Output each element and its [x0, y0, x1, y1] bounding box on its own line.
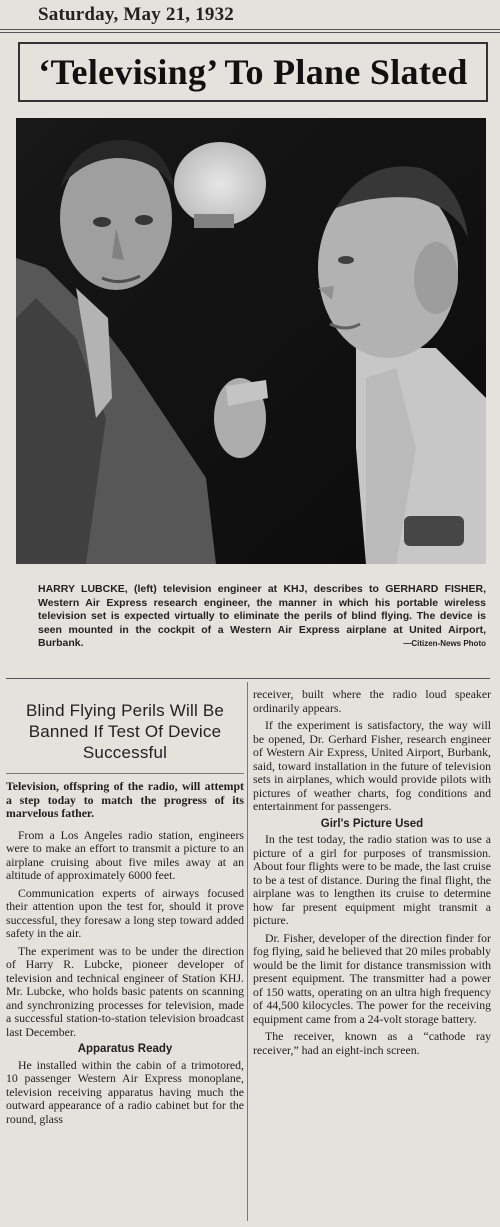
article-paragraph: He installed within the cabin of a trimotored, 10 passenger Western Air Express monoplane, television receiving apparatus having much the outward appearance of a radio cabinet but for the round, glass	[6, 1057, 244, 1126]
article-left-column	[6, 690, 244, 1130]
photo-credit: —Citizen-News Photo	[403, 639, 486, 648]
headline-box	[18, 42, 488, 102]
article-paragraph: The experiment was to be under the direction of Harry R. Lubcke, pioneer developer of television and technical engineer of Station KHJ. Mr. Lubcke, who holds basic patents on scanning and synchronizing processes for television, made a successful station-to-station television broadcast last December.	[6, 943, 244, 1039]
caption-text: HARRY LUBCKE, (left) television engineer at KHJ, describes to GERHARD FISHER, Western Air Express research engineer, the manner in which his portable wireless television set is expected virtually to eliminate the perils of blind flying. The device is seen mounted in the cockpit of a Western Air Express airplane at United Airport, Burbank.	[38, 583, 486, 649]
subhead-rule	[6, 773, 244, 774]
column-divider	[247, 682, 248, 1221]
article-subhead: Blind Flying Perils Will Be Banned If Test Of Device Successful	[25, 701, 225, 762]
section-head-apparatus: Apparatus Ready	[77, 1043, 173, 1055]
article-paragraph: The receiver, known as a “cathode ray receiver,” had an eight-inch screen.	[253, 1029, 491, 1057]
news-photo-image	[16, 118, 486, 564]
top-rule	[0, 29, 500, 30]
article-paragraph: From a Los Angeles radio station, engineers were to make an effort to transmit a picture to an airplane cruising about five miles away at an altitude of approximately 6000 feet.	[6, 827, 244, 882]
article-paragraph: In the test today, the radio station was to use a picture of a girl for purposes of transmission. About four flights were to be made, the last cruise to be a test of distance. During the final flight, the airplane was to lengthen its cruise to determine how far present equipment might transmit a picture.	[253, 832, 491, 927]
photo-caption	[38, 583, 486, 651]
section-head-girls-picture: Girl's Picture Used	[320, 817, 424, 830]
article-paragraph: Communication experts of airways focused their attention upon the test for, should it prove successful, they foresaw a long step toward added safety in the air.	[6, 885, 244, 940]
article-paragraph: receiver, built where the radio loud speaker ordinarily appears.	[253, 687, 491, 715]
top-rule-2	[0, 32, 500, 33]
headline: ‘Televising’ To Plane Slated	[38, 52, 468, 92]
dateline: Saturday, May 21, 1932	[38, 4, 234, 25]
article-paragraph: Dr. Fisher, developer of the direction finder for fog flying, said he believed that 20 miles probably would be the limit for distance transmission with present equipment. The transmitter had a power of 150 watts, operating on an ultra high frequency of 44,500 kilocycles. The power for the receiving equipment came from a 24-volt storage battery.	[253, 930, 491, 1026]
section-rule	[6, 678, 490, 679]
news-photo	[16, 118, 486, 564]
article-lead: Television, offspring of the radio, will attempt a step today to match the progress of its marvelous father.	[6, 779, 244, 820]
article-right-column	[253, 688, 491, 1061]
article-paragraph: If the experiment is satisfactory, the way will be opened, Dr. Gerhard Fisher, research engineer of Western Air Express, United Airport, Burbank, said, toward installation in the future of television sets in airplanes, which would provide pilots with pictures of weather charts, fog conditions and entertainment for passengers.	[253, 718, 491, 813]
